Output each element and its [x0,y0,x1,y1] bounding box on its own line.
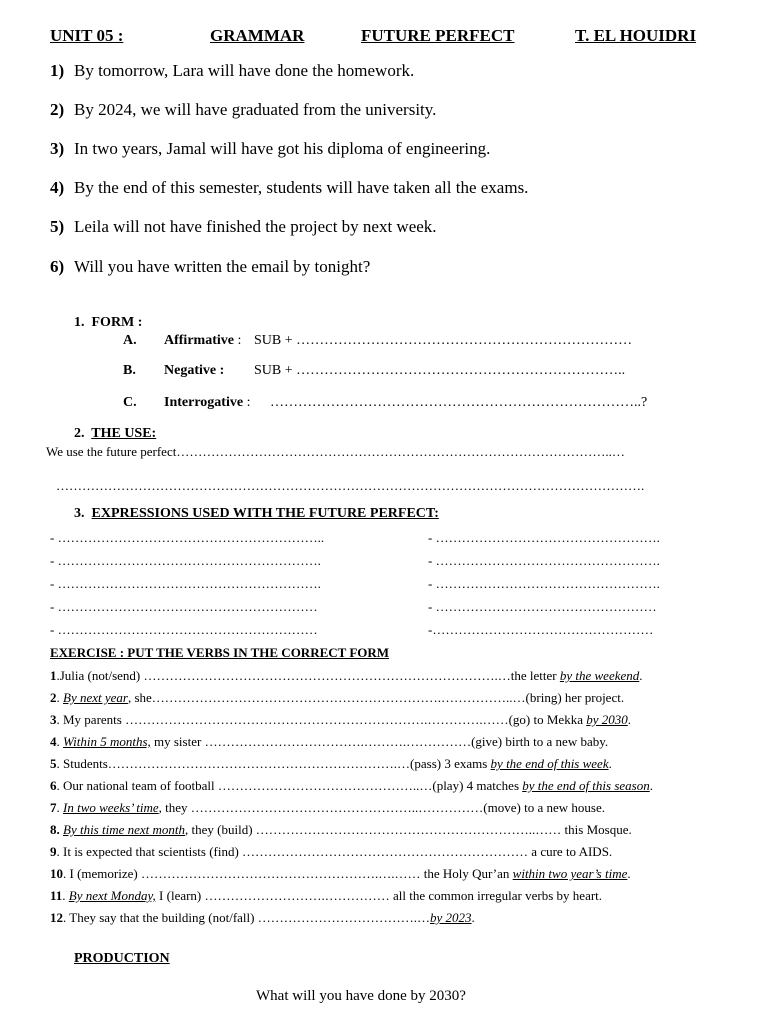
form-negative: B. Negative : SUB + …………………………………………………………….. [123,363,626,378]
expression-blank: - ……………………………………………. [428,530,660,545]
form-affirmative: A. Affirmative : SUB + ……………………………………………………………… [123,333,633,348]
production-heading: PRODUCTION [74,951,170,966]
exercise-item: 8. By this time next month, they (build) ………………………………………………………..…… this Mosque. [50,822,632,837]
exercise-item: 7. In two weeks’ time, they ……………………………………………..……………(move) to a new house. [50,800,605,815]
use-line: ………………………………………………………………………………………………………………………. [56,478,645,493]
exercise-heading: EXERCISE : PUT THE VERBS IN THE CORRECT FORM [50,645,390,660]
expression-blank: - ……………………………………………. [428,576,660,591]
expression-blank: -…………………………………………… [428,622,654,637]
expression-blank: - ……………………………………………………. [50,576,321,591]
teacher-label: T. EL HOUIDRI [575,26,697,45]
sentence: 4) By the end of this semester, students will have taken all the exams. [50,178,529,197]
exercise-item: 3. My parents …………………………………………………………….………….……(go) to Mekka by 2030. [50,712,631,727]
sentence: 6) Will you have written the email by tonight? [50,257,371,276]
exercise-item: 4. Within 5 months, my sister ……………………………….……….……………(give) birth to a new baby. [50,734,609,749]
exercise-item: 2. By next year, she………………………………………………………….……………..…(bring) her project. [50,690,625,705]
expression-blank: - …………………………………………………… [50,622,318,637]
expression-blank: - …………………………………………… [428,599,657,614]
exercise-item: 9. It is expected that scientists (find) ………………………………………………………… a cure to AIDS. [50,844,613,859]
exercise-item: 12. They say that the building (not/fall) ……………………………….…by 2023. [50,910,475,925]
expression-blank: - ……………………………………………………. [50,553,321,568]
exercise-item: 5. Students………………………………………………………….…(pass) 3 exams by the end of this week. [50,756,612,771]
use-line: We use the future perfect………………………………………………………………………………………..… [46,444,625,459]
sentence: 1) By tomorrow, Lara will have done the homework. [50,61,415,80]
production-question: What will you have done by 2030? [256,988,466,1004]
exercise-item: 11. By next Monday, I (learn) ……………………….…………… all the common irregular verbs by heart. [50,888,603,903]
subject-label: GRAMMAR [210,26,305,45]
form-heading: 1. FORM : [74,315,143,330]
sentence: 2) By 2024, we will have graduated from the university. [50,100,437,119]
form-interrogative: C. Interrogative : ……………………………………………………………………..? [123,395,648,410]
expression-blank: - …………………………………………………….. [50,530,325,545]
use-heading: 2. THE USE: [74,426,157,441]
exercise-item: 1.Julia (not/send) ……………………………………………………………………….…the letter by the weekend. [50,668,643,683]
expressions-heading: 3. EXPRESSIONS USED WITH THE FUTURE PERFECT: [74,506,439,521]
exercise-item: 10. I (memorize) ……………………………………………….….…… the Holy Qur’an within two year’s time. [50,866,631,881]
expression-blank: - …………………………………………………… [50,599,318,614]
expression-blank: - ……………………………………………. [428,553,660,568]
topic-label: FUTURE PERFECT [361,26,515,45]
exercise-item: 6. Our national team of football ………………………………………..…(play) 4 matches by the end of this season. [50,778,653,793]
unit-label: UNIT 05 : [50,26,124,45]
sentence: 3) In two years, Jamal will have got his diploma of engineering. [50,139,491,158]
sentence: 5) Leila will not have finished the project by next week. [50,217,437,236]
